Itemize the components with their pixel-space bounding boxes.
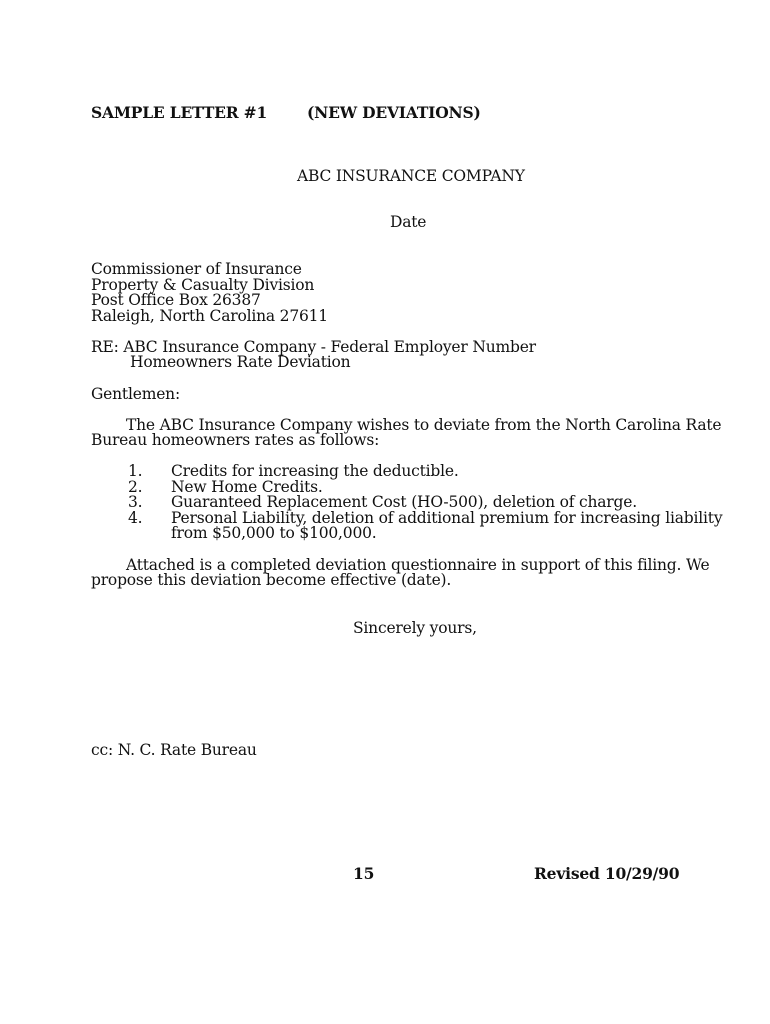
signoff: Sincerely yours, [353, 619, 477, 637]
list-item: Credits for increasing the deductible. [171, 462, 459, 480]
recipient-line: Property & Casualty Division [91, 276, 315, 294]
cc-line: cc: N. C. Rate Bureau [91, 741, 257, 759]
list-item-continuation: from $50,000 to $100,000. [171, 524, 377, 542]
recipient-line: Raleigh, North Carolina 27611 [91, 307, 328, 325]
company-name: ABC INSURANCE COMPANY [297, 167, 525, 185]
paragraph-line: Attached is a completed deviation questionnaire in support of this filing. We [126, 556, 710, 574]
list-item: Personal Liability, deletion of additional premium for increasing liability [171, 509, 723, 527]
re-line: Homeowners Rate Deviation [130, 353, 351, 371]
list-item-number: 2. [128, 478, 143, 496]
salutation: Gentlemen: [91, 385, 180, 403]
new-deviations-label: (NEW DEVIATIONS) [307, 103, 481, 122]
list-item: Guaranteed Replacement Cost (HO-500), deletion of charge. [171, 493, 637, 511]
list-item-number: 4. [128, 509, 143, 527]
sample-letter-label: SAMPLE LETTER #1 [91, 103, 268, 122]
page-number: 15 [353, 864, 375, 883]
paragraph-line: Bureau homeowners rates as follows: [91, 431, 380, 449]
re-line: RE: ABC Insurance Company - Federal Employer Number [91, 338, 536, 356]
date-placeholder: Date [390, 213, 427, 231]
list-item-number: 3. [128, 493, 143, 511]
paragraph-line: The ABC Insurance Company wishes to deviate from the North Carolina Rate [126, 416, 722, 434]
recipient-line: Post Office Box 26387 [91, 291, 261, 309]
list-item: New Home Credits. [171, 478, 323, 496]
list-item-number: 1. [128, 462, 143, 480]
revised-date: Revised 10/29/90 [534, 864, 680, 883]
paragraph-line: propose this deviation become effective (date). [91, 571, 452, 589]
recipient-line: Commissioner of Insurance [91, 260, 302, 278]
